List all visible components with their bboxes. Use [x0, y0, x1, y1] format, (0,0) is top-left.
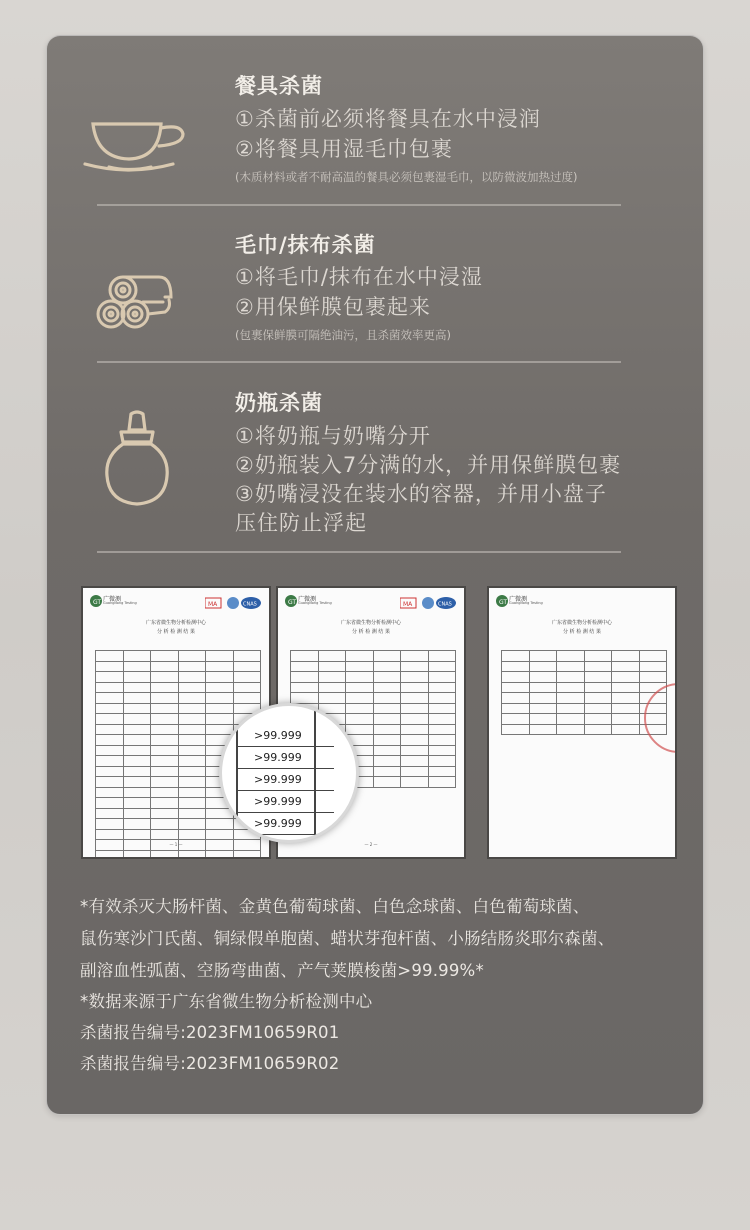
doc-table-cell [151, 735, 179, 746]
doc-table-cell [401, 756, 429, 767]
doc-table-cell [428, 766, 456, 777]
doc-table-cell [178, 850, 206, 859]
rolled-towel-icon [93, 272, 177, 332]
doc-table-cell [233, 661, 261, 672]
doc-table-cell [557, 661, 585, 672]
doc-table-cell [96, 724, 124, 735]
doc-table-cell [639, 661, 667, 672]
doc-table-cell [373, 651, 401, 662]
doc-table-cell [639, 651, 667, 662]
doc-table-row [291, 672, 456, 683]
mag-value: >99.999 [236, 770, 334, 791]
doc-footer: — 2 — [364, 842, 378, 847]
magnifier-zoom [219, 703, 359, 843]
certification-badges-icon [400, 596, 458, 610]
doc-table-cell [151, 703, 179, 714]
doc-table-cell [428, 651, 456, 662]
doc-table-cell [529, 714, 557, 725]
doc-table-cell [206, 661, 234, 672]
doc-table-cell [151, 787, 179, 798]
doc-table-cell [428, 756, 456, 767]
doc-table-cell [151, 693, 179, 704]
instruction-line: ①将毛巾/抹布在水中浸湿 [235, 265, 483, 289]
doc-table-cell [584, 651, 612, 662]
doc-table-cell [206, 850, 234, 859]
doc-table-row [96, 850, 261, 859]
doc-table-cell [178, 777, 206, 788]
doc-table-cell [96, 829, 124, 840]
doc-table-cell [123, 829, 151, 840]
doc-table-row [96, 693, 261, 704]
doc-org-name: 广东省微生物分析检测中心 [340, 620, 401, 626]
doc-title: 分 析 检 测 结 果 [352, 629, 390, 635]
doc-org-name: 广东省微生物分析检测中心 [145, 620, 206, 626]
doc-table-cell [178, 651, 206, 662]
doc-table-cell [178, 724, 206, 735]
doc-table-cell [178, 693, 206, 704]
doc-table-cell [96, 798, 124, 809]
doc-table-cell [428, 735, 456, 746]
doc-table-cell [151, 798, 179, 809]
doc-table-cell [151, 766, 179, 777]
doc-table-cell [178, 808, 206, 819]
doc-table-cell [123, 714, 151, 725]
doc-table-cell [178, 714, 206, 725]
doc-table-cell [557, 651, 585, 662]
doc-table-cell [401, 766, 429, 777]
doc-table-cell [428, 672, 456, 683]
doc-table-cell [557, 672, 585, 683]
doc-table-cell [612, 724, 640, 735]
section-title: 毛巾/抹布杀菌 [235, 233, 376, 257]
instruction-line: ②奶瓶装入7分满的水，并用保鲜膜包裹 [235, 453, 622, 477]
doc-table-cell [291, 672, 319, 683]
doc-table-cell [318, 651, 346, 662]
doc-table-cell [612, 661, 640, 672]
doc-footer: — 1 — [169, 842, 183, 847]
doc-table-cell [557, 703, 585, 714]
doc-table-cell [151, 682, 179, 693]
doc-table-cell [557, 682, 585, 693]
doc-table-cell [123, 798, 151, 809]
doc-table-cell [233, 651, 261, 662]
doc-table-cell [233, 850, 261, 859]
doc-table-cell [151, 661, 179, 672]
certification-badges-icon [205, 596, 263, 610]
doc-table-cell [529, 682, 557, 693]
report-document-3 [487, 586, 677, 859]
doc-table-row [291, 682, 456, 693]
doc-table-cell [96, 766, 124, 777]
doc-table-cell [318, 661, 346, 672]
logo-subtext: Guangdong Testing [298, 601, 332, 605]
doc-table-cell [123, 766, 151, 777]
doc-table-cell [373, 777, 401, 788]
doc-table-row [96, 672, 261, 683]
doc-table-cell [428, 693, 456, 704]
doc-table-cell [96, 745, 124, 756]
doc-org-name: 广东省微生物分析检测中心 [551, 620, 612, 626]
doc-table-cell [96, 808, 124, 819]
doc-table-cell [123, 787, 151, 798]
doc-table-cell [206, 682, 234, 693]
doc-table-cell [373, 661, 401, 672]
doc-table-cell [178, 735, 206, 746]
doc-table-cell [96, 651, 124, 662]
svg-text:MA: MA [208, 601, 218, 608]
doc-table-cell [584, 693, 612, 704]
doc-table-cell [584, 724, 612, 735]
instruction-line: ①将奶瓶与奶嘴分开 [235, 424, 431, 448]
report-number-2: 杀菌报告编号:2023FM10659R02 [80, 1054, 340, 1073]
svg-text:MA: MA [403, 601, 413, 608]
logo-text: 广微测 [298, 596, 317, 603]
doc-table-cell [123, 808, 151, 819]
report-number-1: 杀菌报告编号:2023FM10659R01 [80, 1023, 340, 1042]
doc-table-cell [178, 787, 206, 798]
doc-table-cell [529, 672, 557, 683]
doc-table-cell [502, 703, 530, 714]
doc-table-cell [401, 735, 429, 746]
doc-table-cell [502, 714, 530, 725]
logo-text: 广微测 [103, 596, 122, 603]
doc-table-cell [612, 672, 640, 683]
doc-table-cell [291, 682, 319, 693]
doc-table-cell [401, 777, 429, 788]
doc-table-row [291, 651, 456, 662]
doc-table-cell [96, 850, 124, 859]
doc-table-cell [428, 714, 456, 725]
doc-table-cell [584, 682, 612, 693]
doc-table-cell [96, 714, 124, 725]
doc-table-cell [346, 651, 374, 662]
doc-table-cell [178, 682, 206, 693]
section-title: 奶瓶杀菌 [235, 391, 323, 415]
doc-table-cell [178, 829, 206, 840]
instruction-line: ③奶嘴浸没在装水的容器，并用小盘子 [235, 482, 607, 506]
doc-table-cell [401, 651, 429, 662]
doc-table-cell [557, 724, 585, 735]
doc-table-cell [346, 661, 374, 672]
doc-table-cell [529, 661, 557, 672]
section-note: (包裹保鲜膜可隔绝油污，且杀菌效率更高) [235, 328, 451, 342]
doc-table-cell [346, 724, 374, 735]
doc-table-cell [428, 703, 456, 714]
doc-table-cell [401, 745, 429, 756]
doc-table-cell [123, 777, 151, 788]
doc-table-cell [373, 714, 401, 725]
doc-table-cell [584, 703, 612, 714]
doc-table-cell [318, 693, 346, 704]
doc-table-cell [151, 714, 179, 725]
doc-table-cell [584, 661, 612, 672]
doc-table-cell [96, 787, 124, 798]
doc-table-cell [401, 714, 429, 725]
doc-table-cell [373, 724, 401, 735]
doc-table-row [291, 661, 456, 672]
doc-table-cell [178, 819, 206, 830]
mag-value: >99.999 [236, 726, 334, 747]
doc-table-cell [96, 756, 124, 767]
doc-table-cell [151, 777, 179, 788]
doc-table-cell [206, 703, 234, 714]
doc-table-cell [612, 651, 640, 662]
doc-table-cell [584, 714, 612, 725]
instruction-line: 压住防止浮起 [235, 511, 367, 535]
doc-table-cell [206, 693, 234, 704]
doc-table-cell [151, 651, 179, 662]
doc-table-cell [401, 724, 429, 735]
doc-table-cell [373, 703, 401, 714]
doc-table-cell [401, 661, 429, 672]
doc-table-cell [612, 703, 640, 714]
divider [97, 361, 621, 363]
doc-table-cell [612, 693, 640, 704]
doc-table-cell [123, 819, 151, 830]
red-stamp-icon [639, 678, 677, 758]
doc-table-cell [346, 703, 374, 714]
doc-table-cell [233, 693, 261, 704]
doc-table-cell [206, 819, 234, 830]
doc-table-cell [428, 745, 456, 756]
divider [97, 551, 621, 553]
doc-table-cell [151, 808, 179, 819]
doc-table-cell [96, 693, 124, 704]
doc-table-row [291, 693, 456, 704]
svg-text:GT: GT [93, 599, 102, 606]
doc-table-cell [557, 693, 585, 704]
doc-table-cell [151, 724, 179, 735]
doc-table-cell [401, 672, 429, 683]
doc-table-cell [373, 682, 401, 693]
mag-value: >99.999 [236, 748, 334, 769]
doc-table-cell [206, 672, 234, 683]
doc-table-cell [123, 724, 151, 735]
doc-table-cell [178, 672, 206, 683]
svg-text:GT: GT [288, 599, 297, 606]
doc-table-row [96, 661, 261, 672]
doc-table-cell [96, 672, 124, 683]
doc-table-cell [373, 735, 401, 746]
doc-table-cell [233, 682, 261, 693]
doc-table-row [502, 651, 667, 662]
doc-title: 分 析 检 测 结 果 [157, 629, 195, 635]
svg-text:CNAS: CNAS [243, 601, 257, 608]
doc-table-cell [346, 693, 374, 704]
doc-table-cell [401, 693, 429, 704]
baby-bottle-icon [101, 410, 173, 508]
doc-table-cell [401, 703, 429, 714]
doc-table-cell [123, 745, 151, 756]
doc-table-row [502, 661, 667, 672]
doc-table-cell [96, 819, 124, 830]
doc-table-cell [502, 682, 530, 693]
footnote-line: 鼠伤寒沙门氏菌、铜绿假单胞菌、蜡状芽孢杆菌、小肠结肠炎耶尔森菌、 [80, 929, 615, 948]
doc-table-cell [346, 672, 374, 683]
doc-table-cell [612, 714, 640, 725]
doc-table-row [96, 651, 261, 662]
mag-value: >99.999 [236, 814, 334, 835]
doc-table-cell [96, 735, 124, 746]
logo-subtext: Guangdong Testing [103, 601, 137, 605]
logo-text: 广微测 [509, 596, 528, 603]
mag-value: >99.999 [236, 792, 334, 813]
doc-table-cell [233, 672, 261, 683]
doc-table-cell [123, 682, 151, 693]
doc-table-cell [529, 693, 557, 704]
doc-table-cell [151, 829, 179, 840]
doc-table-cell [428, 682, 456, 693]
doc-table-cell [178, 661, 206, 672]
doc-table-cell [502, 661, 530, 672]
instruction-line: ①杀菌前必须将餐具在水中浸润 [235, 107, 541, 131]
section-title: 餐具杀菌 [235, 74, 323, 98]
doc-table-cell [401, 682, 429, 693]
doc-table-cell [123, 850, 151, 859]
doc-table-cell [373, 745, 401, 756]
section-note: (木质材料或者不耐高温的餐具必须包裹湿毛巾，以防微波加热过度) [235, 170, 578, 184]
data-source-line: *数据来源于广东省微生物分析检测中心 [80, 992, 373, 1011]
doc-table-cell [502, 693, 530, 704]
doc-table-cell [428, 661, 456, 672]
doc-table-cell [151, 672, 179, 683]
footnote-line: *有效杀灭大肠杆菌、金黄色葡萄球菌、白色念球菌、白色葡萄球菌、 [80, 897, 590, 916]
doc-table-cell [428, 724, 456, 735]
doc-table-cell [346, 714, 374, 725]
doc-table-cell [123, 693, 151, 704]
info-card [46, 35, 704, 1115]
doc-table-cell [529, 703, 557, 714]
divider [97, 204, 621, 206]
doc-table-cell [291, 651, 319, 662]
doc-table-cell [151, 756, 179, 767]
doc-table-cell [178, 798, 206, 809]
doc-table-cell [206, 724, 234, 735]
doc-table-cell [206, 714, 234, 725]
doc-table-cell [318, 682, 346, 693]
doc-table-cell [529, 651, 557, 662]
doc-table-cell [151, 745, 179, 756]
doc-title: 分 析 检 测 结 果 [563, 629, 601, 635]
svg-text:GT: GT [499, 599, 508, 606]
doc-table-cell [96, 777, 124, 788]
doc-table-cell [96, 703, 124, 714]
doc-table-cell [428, 777, 456, 788]
doc-table-cell [318, 672, 346, 683]
doc-table-cell [206, 651, 234, 662]
doc-table-cell [291, 661, 319, 672]
doc-table-cell [123, 651, 151, 662]
doc-table-cell [584, 672, 612, 683]
doc-table-cell [529, 724, 557, 735]
doc-table-cell [178, 745, 206, 756]
doc-table-cell [123, 661, 151, 672]
doc-table-cell [123, 703, 151, 714]
doc-table-cell [502, 724, 530, 735]
doc-table-cell [291, 693, 319, 704]
doc-table-cell [178, 703, 206, 714]
doc-table-cell [96, 661, 124, 672]
doc-table-cell [151, 850, 179, 859]
doc-table-cell [151, 819, 179, 830]
doc-table-cell [123, 672, 151, 683]
doc-table-cell [178, 766, 206, 777]
doc-table-cell [557, 714, 585, 725]
cup-saucer-icon [79, 114, 191, 176]
doc-table-row [96, 682, 261, 693]
svg-text:CNAS: CNAS [438, 601, 452, 608]
doc-table-cell [373, 672, 401, 683]
instruction-line: ②将餐具用湿毛巾包裹 [235, 137, 453, 161]
doc-table-cell [123, 735, 151, 746]
doc-table-cell [373, 756, 401, 767]
doc-table-cell [96, 682, 124, 693]
doc-table-cell [178, 756, 206, 767]
doc-table-cell [373, 693, 401, 704]
doc-table-cell [373, 766, 401, 777]
doc-table-cell [502, 651, 530, 662]
doc-table-cell [612, 682, 640, 693]
doc-table-cell [346, 682, 374, 693]
doc-table-cell [502, 672, 530, 683]
doc-table-cell [123, 756, 151, 767]
doc-table-cell [206, 829, 234, 840]
instruction-line: ②用保鲜膜包裹起来 [235, 295, 431, 319]
footnote-line: 副溶血性弧菌、空肠弯曲菌、产气荚膜梭菌>99.99%* [80, 961, 484, 980]
logo-subtext: Guangdong Testing [509, 601, 543, 605]
